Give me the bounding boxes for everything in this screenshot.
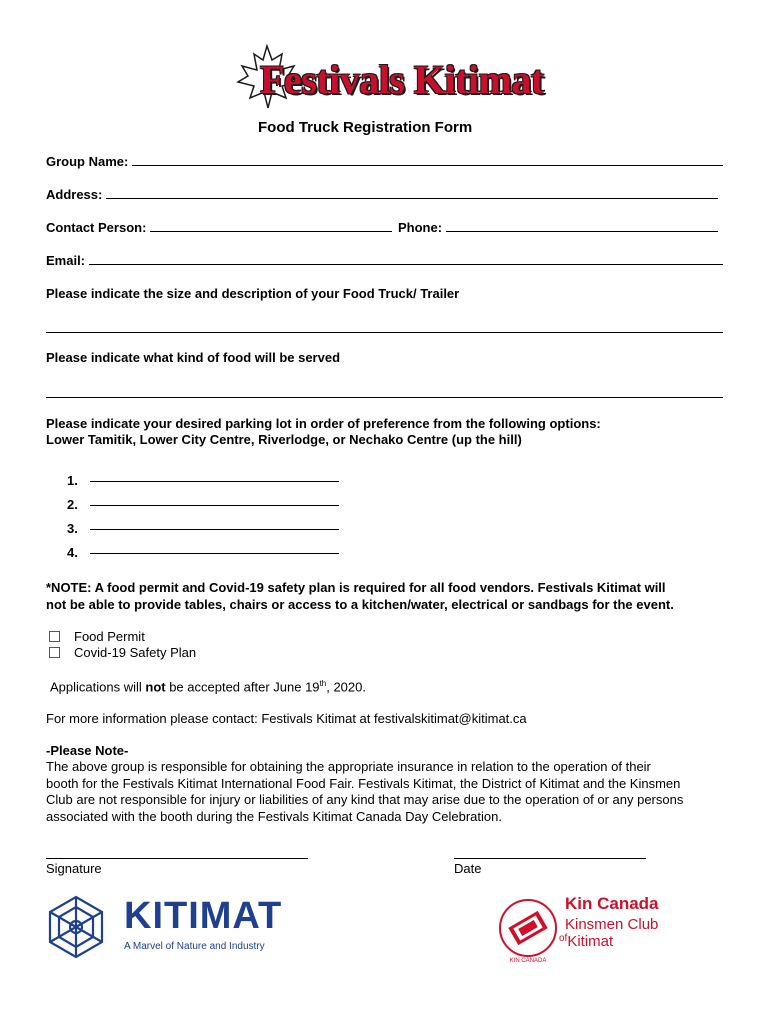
deadline-sup: th bbox=[319, 679, 327, 688]
group-name-label: Group Name: bbox=[46, 154, 129, 169]
kin-of-label: of bbox=[559, 933, 568, 944]
note-line1: *NOTE: A food permit and Covid-19 safety plan is required for all food vendors. Festivals Kitimat will bbox=[46, 580, 666, 595]
phone-line[interactable] bbox=[446, 231, 718, 232]
signature-label: Signature bbox=[46, 861, 102, 876]
kin-kitimat-label: Kitimat bbox=[567, 933, 614, 950]
snowflake-icon bbox=[42, 893, 110, 961]
email-field bbox=[46, 253, 723, 268]
parking-choice-line[interactable] bbox=[90, 529, 339, 530]
checkbox[interactable] bbox=[49, 647, 60, 658]
kinsmen-of-kitimat bbox=[559, 933, 613, 950]
kitimat-logo bbox=[42, 893, 292, 963]
festivals-kitimat-logo bbox=[232, 42, 542, 114]
deadline-pre: Applications will bbox=[50, 679, 146, 695]
parking-choice bbox=[67, 464, 339, 488]
address-label: Address: bbox=[46, 187, 103, 202]
contact-info: For more information please contact: Festivals Kitimat at festivalskitimat@kitimat.ca bbox=[46, 711, 527, 726]
kin-canada-badge-icon bbox=[497, 890, 559, 966]
parking-choice-number: 3. bbox=[67, 521, 78, 536]
address-field bbox=[46, 187, 718, 202]
parking-choice bbox=[67, 536, 339, 560]
phone-label: Phone: bbox=[398, 220, 443, 235]
parking-question-line2: Lower Tamitik, Lower City Centre, Riverlodge, or Nechako Centre (up the hill) bbox=[46, 432, 522, 447]
deadline-text bbox=[50, 679, 366, 694]
contact-person-line[interactable] bbox=[150, 231, 392, 232]
truck-size-question: Please indicate the size and description of your Food Truck/ Trailer bbox=[46, 286, 460, 301]
please-note-line: Club are not responsible for injury or liabilities of any kind that may arise due to the operation of or any persons bbox=[46, 792, 684, 807]
checklist-item-food-permit[interactable] bbox=[49, 629, 145, 644]
email-label: Email: bbox=[46, 253, 86, 268]
phone-field bbox=[398, 220, 718, 235]
kinsmen-club-label: Kinsmen Club bbox=[565, 916, 659, 933]
contact-person-field bbox=[46, 220, 392, 235]
food-kind-line[interactable] bbox=[46, 397, 723, 398]
parking-choice-number: 4. bbox=[67, 545, 78, 560]
please-note-heading: -Please Note- bbox=[46, 743, 129, 758]
deadline-post: be accepted after June 19 bbox=[165, 679, 320, 695]
parking-question-line1: Please indicate your desired parking lot in order of preference from the following options: bbox=[46, 416, 601, 431]
please-note-body bbox=[46, 759, 736, 825]
checklist-label: Food Permit bbox=[74, 629, 145, 644]
date-line[interactable] bbox=[454, 858, 646, 859]
checklist-item-safety-plan[interactable] bbox=[49, 645, 196, 660]
parking-choice-list bbox=[67, 464, 339, 560]
email-line[interactable] bbox=[89, 264, 723, 265]
parking-choice-number: 2. bbox=[67, 497, 78, 512]
note-line2: not be able to provide tables, chairs or access to a kitchen/water, electrical or sandbags for the event. bbox=[46, 597, 674, 612]
kin-canada-title: Kin Canada bbox=[565, 894, 659, 913]
kitimat-wordmark: KITIMAT bbox=[124, 895, 283, 937]
form-title: Food Truck Registration Form bbox=[258, 119, 473, 136]
kin-badge-text: KIN CANADA bbox=[509, 958, 547, 964]
signature-line[interactable] bbox=[46, 858, 308, 859]
address-line[interactable] bbox=[106, 198, 718, 199]
please-note-line: booth for the Festivals Kitimat International Food Fair. Festivals Kitimat, the District of Kitimat and the Kinsmen bbox=[46, 775, 681, 791]
checkbox[interactable] bbox=[49, 631, 60, 642]
parking-choice-number: 1. bbox=[67, 473, 78, 488]
food-kind-question: Please indicate what kind of food will be served bbox=[46, 350, 341, 365]
kin-canada-logo bbox=[497, 890, 677, 970]
checklist-label: Covid-19 Safety Plan bbox=[74, 645, 197, 660]
parking-choice bbox=[67, 512, 339, 536]
please-note-line: The above group is responsible for obtaining the appropriate insurance in relation to the operation of their bbox=[46, 759, 651, 774]
group-name-line[interactable] bbox=[132, 165, 723, 166]
kitimat-tagline: A Marvel of Nature and Industry bbox=[124, 941, 265, 952]
parking-choice-line[interactable] bbox=[90, 481, 339, 482]
please-note-line: associated with the booth during the Festivals Kitimat Canada Day Celebration. bbox=[46, 808, 502, 824]
festivals-kitimat-wordmark: Festivals Kitimat bbox=[260, 57, 544, 102]
parking-choice bbox=[67, 488, 339, 512]
group-name-field bbox=[46, 154, 723, 169]
date-label: Date bbox=[454, 861, 482, 876]
parking-choice-line[interactable] bbox=[90, 553, 339, 554]
truck-size-line[interactable] bbox=[46, 332, 723, 333]
deadline-bold: not bbox=[145, 679, 166, 695]
parking-choice-line[interactable] bbox=[90, 505, 339, 506]
contact-person-label: Contact Person: bbox=[46, 220, 147, 235]
deadline-end: , 2020. bbox=[326, 679, 366, 695]
